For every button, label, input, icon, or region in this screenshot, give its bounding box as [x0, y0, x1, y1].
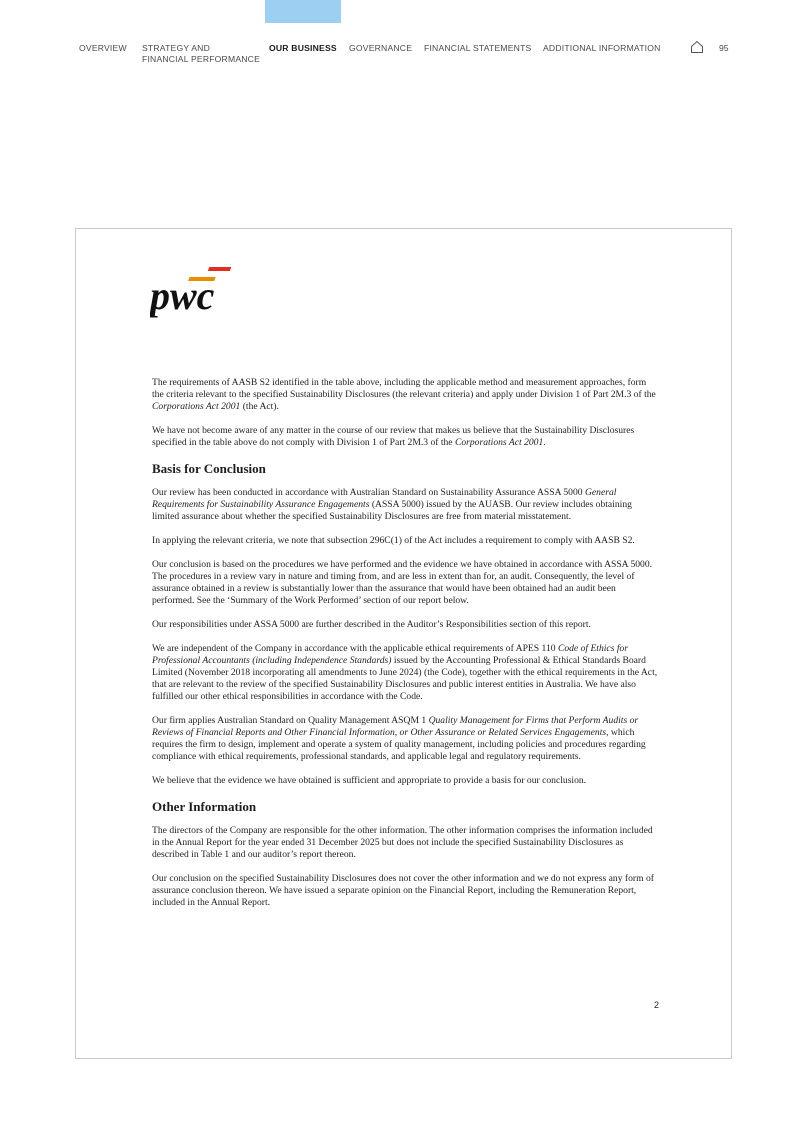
heading-basis-for-conclusion: Basis for Conclusion: [152, 461, 266, 476]
paragraph-criteria: The requirements of AASB S2 identified in the table above, including the applicable method and measurement approaches, form the criteria relevant to the specified Sustainability Disclosures (the relevant criteria) and apply under Division 1 of Part 2M.3 of the Corporations Act 2001 (the Act).: [152, 377, 656, 412]
paragraph-procedures: Our conclusion is based on the procedures we have performed and the evidence we have obtained in accordance with ASSA 5000. The procedures in a review vary in nature and timing from, and are less in extent than for, an audit. Consequently, the level of assurance obtained in a review is substantially lower than the assurance that would have been obtained had an audit been performed. See the ‘Summary of the Work Performed’ section of our report below.: [152, 559, 653, 606]
nav-strategy-financial-performance[interactable]: [142, 43, 260, 65]
top-navigation: [0, 43, 793, 73]
paragraph-evidence: We believe that the evidence we have obtained is sufficient and appropriate to provide a basis for our conclusion.: [152, 775, 587, 786]
nav-overview[interactable]: OVERVIEW: [79, 43, 127, 53]
nav-strategy-line2: FINANCIAL PERFORMANCE: [142, 54, 260, 64]
report-page-number: 2: [654, 1000, 660, 1010]
paragraph-other-information: The directors of the Company are responsible for the other information. The other information comprises the information included in the Annual Report for the year ended 31 December 2025 but does not include the specified Sustainability Disclosures as described in Table 1 and our auditor’s report thereon.: [152, 825, 653, 860]
paragraph-review-standard: Our review has been conducted in accordance with Australian Standard on Sustainability Assurance ASSA 5000 General Requirements for Sustainability Assurance Engagements (ASSA 5000) issued by the AUASB. Our review includes obtaining limited assurance about whether the specified Sustainability Disclosures are free from material misstatement.: [152, 487, 632, 522]
paragraph-independence: We are independent of the Company in accordance with the applicable ethical requirements of APES 110 Code of Ethics for Professional Accountants (including Independence Standards) issued by the Accounting Professional & Ethical Standards Board Limited (November 2018 incorporating all amendments to June 2024) (the Code), together with the ethical requirements in the Act, that are relevant to the review of the specified Sustainability Disclosures and public interest entities in Australia. We have also fulfilled our other ethical responsibilities in accordance with the Code.: [152, 643, 658, 702]
home-icon[interactable]: [690, 40, 704, 54]
annual-report-page-number: 95: [719, 43, 729, 53]
nav-governance[interactable]: GOVERNANCE: [349, 43, 413, 53]
paragraph-responsibilities: Our responsibilities under ASSA 5000 are further described in the Auditor’s Responsibilities section of this report.: [152, 619, 591, 630]
nav-additional-information[interactable]: ADDITIONAL INFORMATION: [543, 43, 661, 53]
heading-other-information: Other Information: [152, 799, 257, 814]
paragraph-quality-management: Our firm applies Australian Standard on Quality Management ASQM 1 Quality Management for Firms that Perform Audits or Reviews of Financial Reports and Other Financial Information, or Other Assurance or Related Services Engagements, which requires the firm to design, implement and operate a system of quality management, including policies and procedures regarding compliance with ethical requirements, professional standards, and applicable legal and regulatory requirements.: [152, 715, 646, 762]
nav-strategy-line1: STRATEGY AND: [142, 43, 210, 53]
active-section-indicator: [265, 0, 341, 23]
paragraph-other-information-conclusion: Our conclusion on the specified Sustainability Disclosures does not cover the other information and we do not express any form of assurance conclusion thereon. We have issued a separate opinion on the Financial Report, including the Remuneration Report, included in the Annual Report.: [152, 873, 654, 908]
report-body: [152, 377, 660, 921]
pwc-logo: [150, 265, 260, 325]
nav-our-business[interactable]: OUR BUSINESS: [269, 43, 337, 53]
paragraph-relevant-criteria: In applying the relevant criteria, we note that subsection 296C(1) of the Act includes a requirement to comply with AASB S2.: [152, 535, 635, 546]
nav-financial-statements[interactable]: FINANCIAL STATEMENTS: [424, 43, 532, 53]
paragraph-conclusion-statement: We have not become aware of any matter in the course of our review that makes us believe that the Sustainability Disclosures specified in the table above do not comply with Division 1 of Part 2M.3 of the Corporations Act 2001.: [152, 425, 635, 448]
pwc-logo-text: pwc: [150, 273, 215, 318]
embedded-report-page: [75, 228, 732, 1059]
